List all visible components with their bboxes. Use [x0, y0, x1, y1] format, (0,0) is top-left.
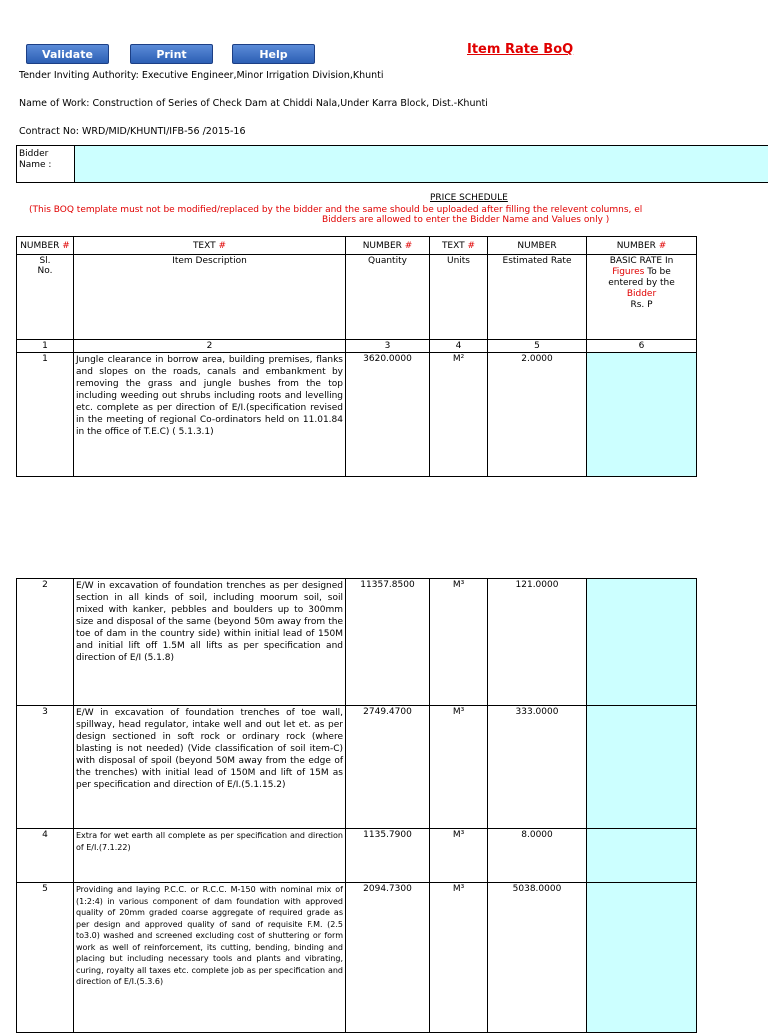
item-estimated-rate: 121.0000	[488, 579, 587, 706]
col-units: Units	[430, 255, 488, 340]
column-number: 2	[74, 340, 346, 353]
col-sl-no: Sl. No.	[17, 255, 74, 340]
table-row	[17, 353, 697, 477]
col-item-description: Item Description	[74, 255, 346, 340]
item-quantity: 2094.7300	[346, 883, 430, 1033]
item-sl-no: 4	[17, 829, 74, 883]
column-type-cell: NUMBER #	[587, 237, 697, 255]
boq-items-table	[16, 578, 697, 1033]
boq-header-table	[16, 236, 697, 477]
tender-authority: Tender Inviting Authority: Executive Engineer,Minor Irrigation Division,Khunti	[19, 70, 384, 81]
column-type-cell: NUMBER #	[17, 237, 74, 255]
column-type-cell: TEXT #	[74, 237, 346, 255]
item-sl-no: 5	[17, 883, 74, 1033]
column-number: 1	[17, 340, 74, 353]
item-units: M³	[430, 829, 488, 883]
column-type-row	[17, 237, 697, 255]
help-button[interactable]: Help	[232, 44, 315, 64]
page-title: Item Rate BoQ	[467, 42, 574, 57]
item-description: Extra for wet earth all complete as per specification and direction of E/I.(7.1.22)	[74, 829, 346, 883]
item-sl-no: 1	[17, 353, 74, 477]
column-number: 3	[346, 340, 430, 353]
basic-rate-input[interactable]	[587, 883, 697, 1033]
bidder-name-field[interactable]	[74, 146, 768, 182]
table-row	[17, 829, 697, 883]
column-type-cell: NUMBER	[488, 237, 587, 255]
column-name-row	[17, 255, 697, 340]
item-description: E/W in excavation of foundation trenches of toe wall, spillway, head regulator, intake well and out let et. as per design sectioned in soft rock or ordinary rock (where blasting is not needed) (Vide classification of soil item-C) with disposal of spoil (beyond 50M away from the edge of the trenches) with initial lead of 150M and lift of 15M as per specification and direction of E/I.(5.1.15.2)	[74, 706, 346, 829]
table-row	[17, 883, 697, 1033]
column-number-row	[17, 340, 697, 353]
col-quantity: Quantity	[346, 255, 430, 340]
basic-rate-input[interactable]	[587, 706, 697, 829]
item-estimated-rate: 5038.0000	[488, 883, 587, 1033]
item-estimated-rate: 8.0000	[488, 829, 587, 883]
table-row	[17, 579, 697, 706]
column-number: 4	[430, 340, 488, 353]
item-quantity: 11357.8500	[346, 579, 430, 706]
item-units: M³	[430, 579, 488, 706]
column-type-cell: NUMBER #	[346, 237, 430, 255]
print-button[interactable]: Print	[130, 44, 213, 64]
basic-rate-input[interactable]	[587, 579, 697, 706]
bidder-label-line1: Bidder	[19, 149, 49, 159]
item-estimated-rate: 2.0000	[488, 353, 587, 477]
col-estimated-rate: Estimated Rate	[488, 255, 587, 340]
bidder-label	[19, 149, 51, 171]
item-quantity: 3620.0000	[346, 353, 430, 477]
column-number: 5	[488, 340, 587, 353]
basic-rate-input[interactable]	[587, 829, 697, 883]
item-units: M²	[430, 353, 488, 477]
item-units: M³	[430, 883, 488, 1033]
price-schedule-title: PRICE SCHEDULE	[430, 193, 508, 203]
item-quantity: 1135.7900	[346, 829, 430, 883]
item-sl-no: 2	[17, 579, 74, 706]
price-schedule-note: (This BOQ template must not be modified/replaced by the bidder and the same should be uploaded after filling the relevent columns, el	[29, 205, 643, 215]
item-units: M³	[430, 706, 488, 829]
item-description: Jungle clearance in borrow area, building premises, flanks and slopes on the roads, canals and embankment by removing the grass and jungle bushes from the top including weeding out shrubs including roots and levelling etc. complete as per direction of E/I.(specification revised in the meeting of regional Co-ordinators held on 11.01.84 in the office of T.E.C) ( 5.1.3.1)	[74, 353, 346, 477]
basic-rate-input[interactable]	[587, 353, 697, 477]
item-description: E/W in excavation of foundation trenches as per designed section in all kinds of soil, including moorum soil, soil mixed with kanker, pebbles and boulders up to 300mm size and disposal of the same (beyond 50m away from the toe of dam in the country side) within initial lead of 150M and initial lift off 1.5M all lifts as per specification and direction of E/I (5.1.8)	[74, 579, 346, 706]
column-number: 6	[587, 340, 697, 353]
validate-button[interactable]: Validate	[26, 44, 109, 64]
item-quantity: 2749.4700	[346, 706, 430, 829]
item-estimated-rate: 333.0000	[488, 706, 587, 829]
price-schedule-note-2: Bidders are allowed to enter the Bidder Name and Values only )	[322, 215, 610, 225]
contract-number: Contract No: WRD/MID/KHUNTI/IFB-56 /2015-16	[19, 126, 246, 137]
work-name: Name of Work: Construction of Series of Check Dam at Chiddi Nala,Under Karra Block, Dist.-Khunti	[19, 98, 488, 109]
bidder-name-row	[16, 145, 768, 183]
item-sl-no: 3	[17, 706, 74, 829]
column-type-cell: TEXT #	[430, 237, 488, 255]
col-basic-rate: BASIC RATE In Figures To be entered by the Bidder Rs. P	[587, 255, 697, 340]
bidder-label-line2: Name :	[19, 160, 52, 170]
table-row	[17, 706, 697, 829]
item-description: Providing and laying P.C.C. or R.C.C. M-150 with nominal mix of (1:2:4) in various component of dam foundation with approved quality of 20mm graded coarse aggregate of required grade as per design and approved quality of sand of requisite F.M. (2.5 to3.0) washed and screened excluding cost of shuttering or form work as well of reinforcement, its cutting, bending, binding and placing but including necessary tools and plants and vibrating, curing, royalty all taxes etc. complete job as per specification and direction of E/I.(5.3.6)	[74, 883, 346, 1033]
